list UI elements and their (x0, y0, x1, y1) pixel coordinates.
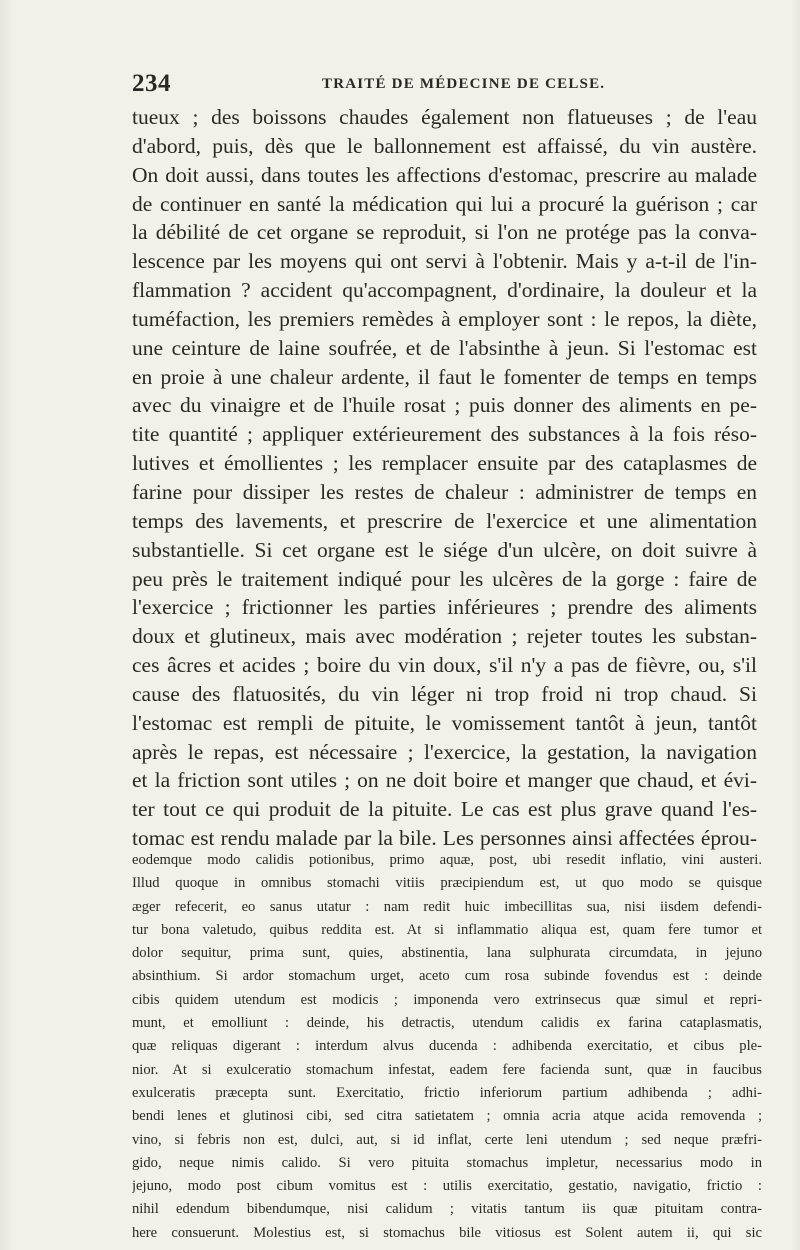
latin-line: Illud quoque in omnibus stomachi vitiis præcipiendum est, ut quo modo se quisque (132, 875, 762, 892)
text-line: l'estomac est rempli de pituite, le vomissement tantôt à jeun, tantôt (132, 710, 757, 735)
text-line: avec du vinaigre et de l'huile rosat ; puis donner des aliments en pe- (132, 393, 757, 418)
latin-line: æger refecerit, eo sanus utatur : nam redit huic imbecillitas sua, nisi iisdem defendi- (132, 898, 762, 915)
text-line: après le repas, est nécessaire ; l'exercice, la gestation, la navigation (132, 739, 757, 764)
text-line: d'abord, puis, dès que le ballonnement est affaissé, du vin austère. (132, 133, 757, 158)
text-line: et la friction sont utiles ; on ne doit boire et manger que chaud, et évi- (132, 768, 757, 793)
latin-line: quæ reliquas digerant : interdum alvus ducenda : adhibenda exercitatio, et cibus ple- (132, 1038, 762, 1055)
text-line: l'exercice ; frictionner les parties inférieures ; prendre des aliments (132, 595, 757, 620)
text-line: tueux ; des boissons chaudes également non flatueuses ; de l'eau (132, 105, 757, 129)
text-line: flammation ? accident qu'accompagnent, d'ordinaire, la douleur et la (132, 278, 757, 303)
text-line: peu près le traitement indiqué pour les ulcères de la gorge : faire de (132, 566, 757, 591)
latin-line: cibis quidem utendum est modicis ; imponenda vero extrinsecus quæ simul et repri- (132, 991, 762, 1008)
text-line: On doit aussi, dans toutes les affections d'estomac, prescrire au malade (132, 162, 757, 187)
text-line: substantielle. Si cet organe est le siége d'un ulcère, on doit suivre à (132, 537, 757, 562)
text-line: cause des flatuosités, du vin léger ni trop froid ni trop chaud. Si (132, 681, 757, 706)
text-line: tuméfaction, les premiers remèdes à employer sont : le repos, la diète, (132, 306, 757, 331)
latin-original-text (132, 849, 762, 1245)
text-line: ces âcres et acides ; boire du vin doux, s'il n'y a pas de fièvre, ou, s'il (132, 653, 757, 678)
text-line: la débilité de cet organe se reproduit, si l'on ne protége pas la conva- (132, 220, 757, 245)
text-line: une ceinture de laine soufrée, et de l'absinthe à jeun. Si l'estomac est (132, 335, 757, 360)
latin-line: nior. At si exulceratio stomachum infestat, eadem fere facienda sunt, quæ in faucibus (132, 1061, 762, 1078)
running-head (132, 70, 757, 100)
latin-line: nihil edendum bibendumque, nisi calidum ; vitatis tantum iis quæ pituitam contra- (132, 1201, 762, 1218)
text-line: temps des lavements, et prescrire de l'exercice et une alimentation (132, 508, 757, 533)
latin-line: dolor sequitur, prima sunt, quies, abstinentia, lana sulphurata circumdata, in jejuno (132, 945, 762, 962)
latin-line: bendi lenes et glutinosi cibi, sed citra satietatem ; omnia acria atque acida removenda ; (132, 1108, 762, 1125)
latin-line: munt, et emolliunt : deinde, his detractis, utendum calidis ex farina cataplasmatis, (132, 1015, 762, 1032)
page-number: 234 (132, 70, 171, 97)
latin-line: eodemque modo calidis potionibus, primo aquæ, post, ubi resedit inflatio, vini austeri. (132, 852, 762, 868)
latin-line: vino, si febris non est, dulci, aut, si id inflat, certe leni utendum ; sed neque præfri- (132, 1131, 762, 1148)
latin-line: exulceratis præcepta sunt. Exercitatio, frictio inferiorum partium adhibenda ; adhi- (132, 1084, 762, 1101)
text-line: tite quantité ; appliquer extérieurement des substances à la fois réso- (132, 422, 757, 447)
text-line: doux et glutineux, mais avec modération ; rejeter toutes les substan- (132, 624, 757, 649)
latin-line: absinthium. Si ardor stomachum urget, aceto cum rosa subinde fovendus est : deinde (132, 968, 762, 985)
text-line: en proie à une chaleur ardente, il faut le fomenter de temps en temps (132, 364, 757, 389)
text-line: lutives et émollientes ; les remplacer ensuite par des cataplasmes de (132, 451, 757, 476)
latin-line: jejuno, modo post cibum vomitus est : utilis exercitatio, gestatio, navigatio, frictio : (132, 1178, 762, 1195)
french-translation-text (132, 103, 757, 853)
text-line: de continuer en santé la médication qui lui a procuré la guérison ; car (132, 191, 757, 216)
text-line: lescence par les moyens qui ont servi à l'obtenir. Mais y a-t-il de l'in- (132, 249, 757, 274)
latin-line: tur bona valetudo, quibus reddita est. At si inflammatio aliqua est, quam fere tumor et (132, 921, 762, 938)
text-line: farine pour dissiper les restes de chaleur : administrer de temps en (132, 479, 757, 504)
text-line: tomac est rendu malade par la bile. Les personnes ainsi affectées éprou- (132, 826, 757, 851)
running-title: TRAITÉ DE MÉDECINE DE CELSE. (322, 76, 606, 92)
latin-line: gido, neque nimis calido. Si vero pituita stomachus impletur, necessarius modo in (132, 1154, 762, 1171)
latin-line: here consuerunt. Molestius est, si stomachus bile vitiosus est Solent autem ii, qui sic (132, 1224, 762, 1241)
text-line: ter tout ce qui produit de la pituite. Le cas est plus grave quand l'es- (132, 797, 757, 822)
